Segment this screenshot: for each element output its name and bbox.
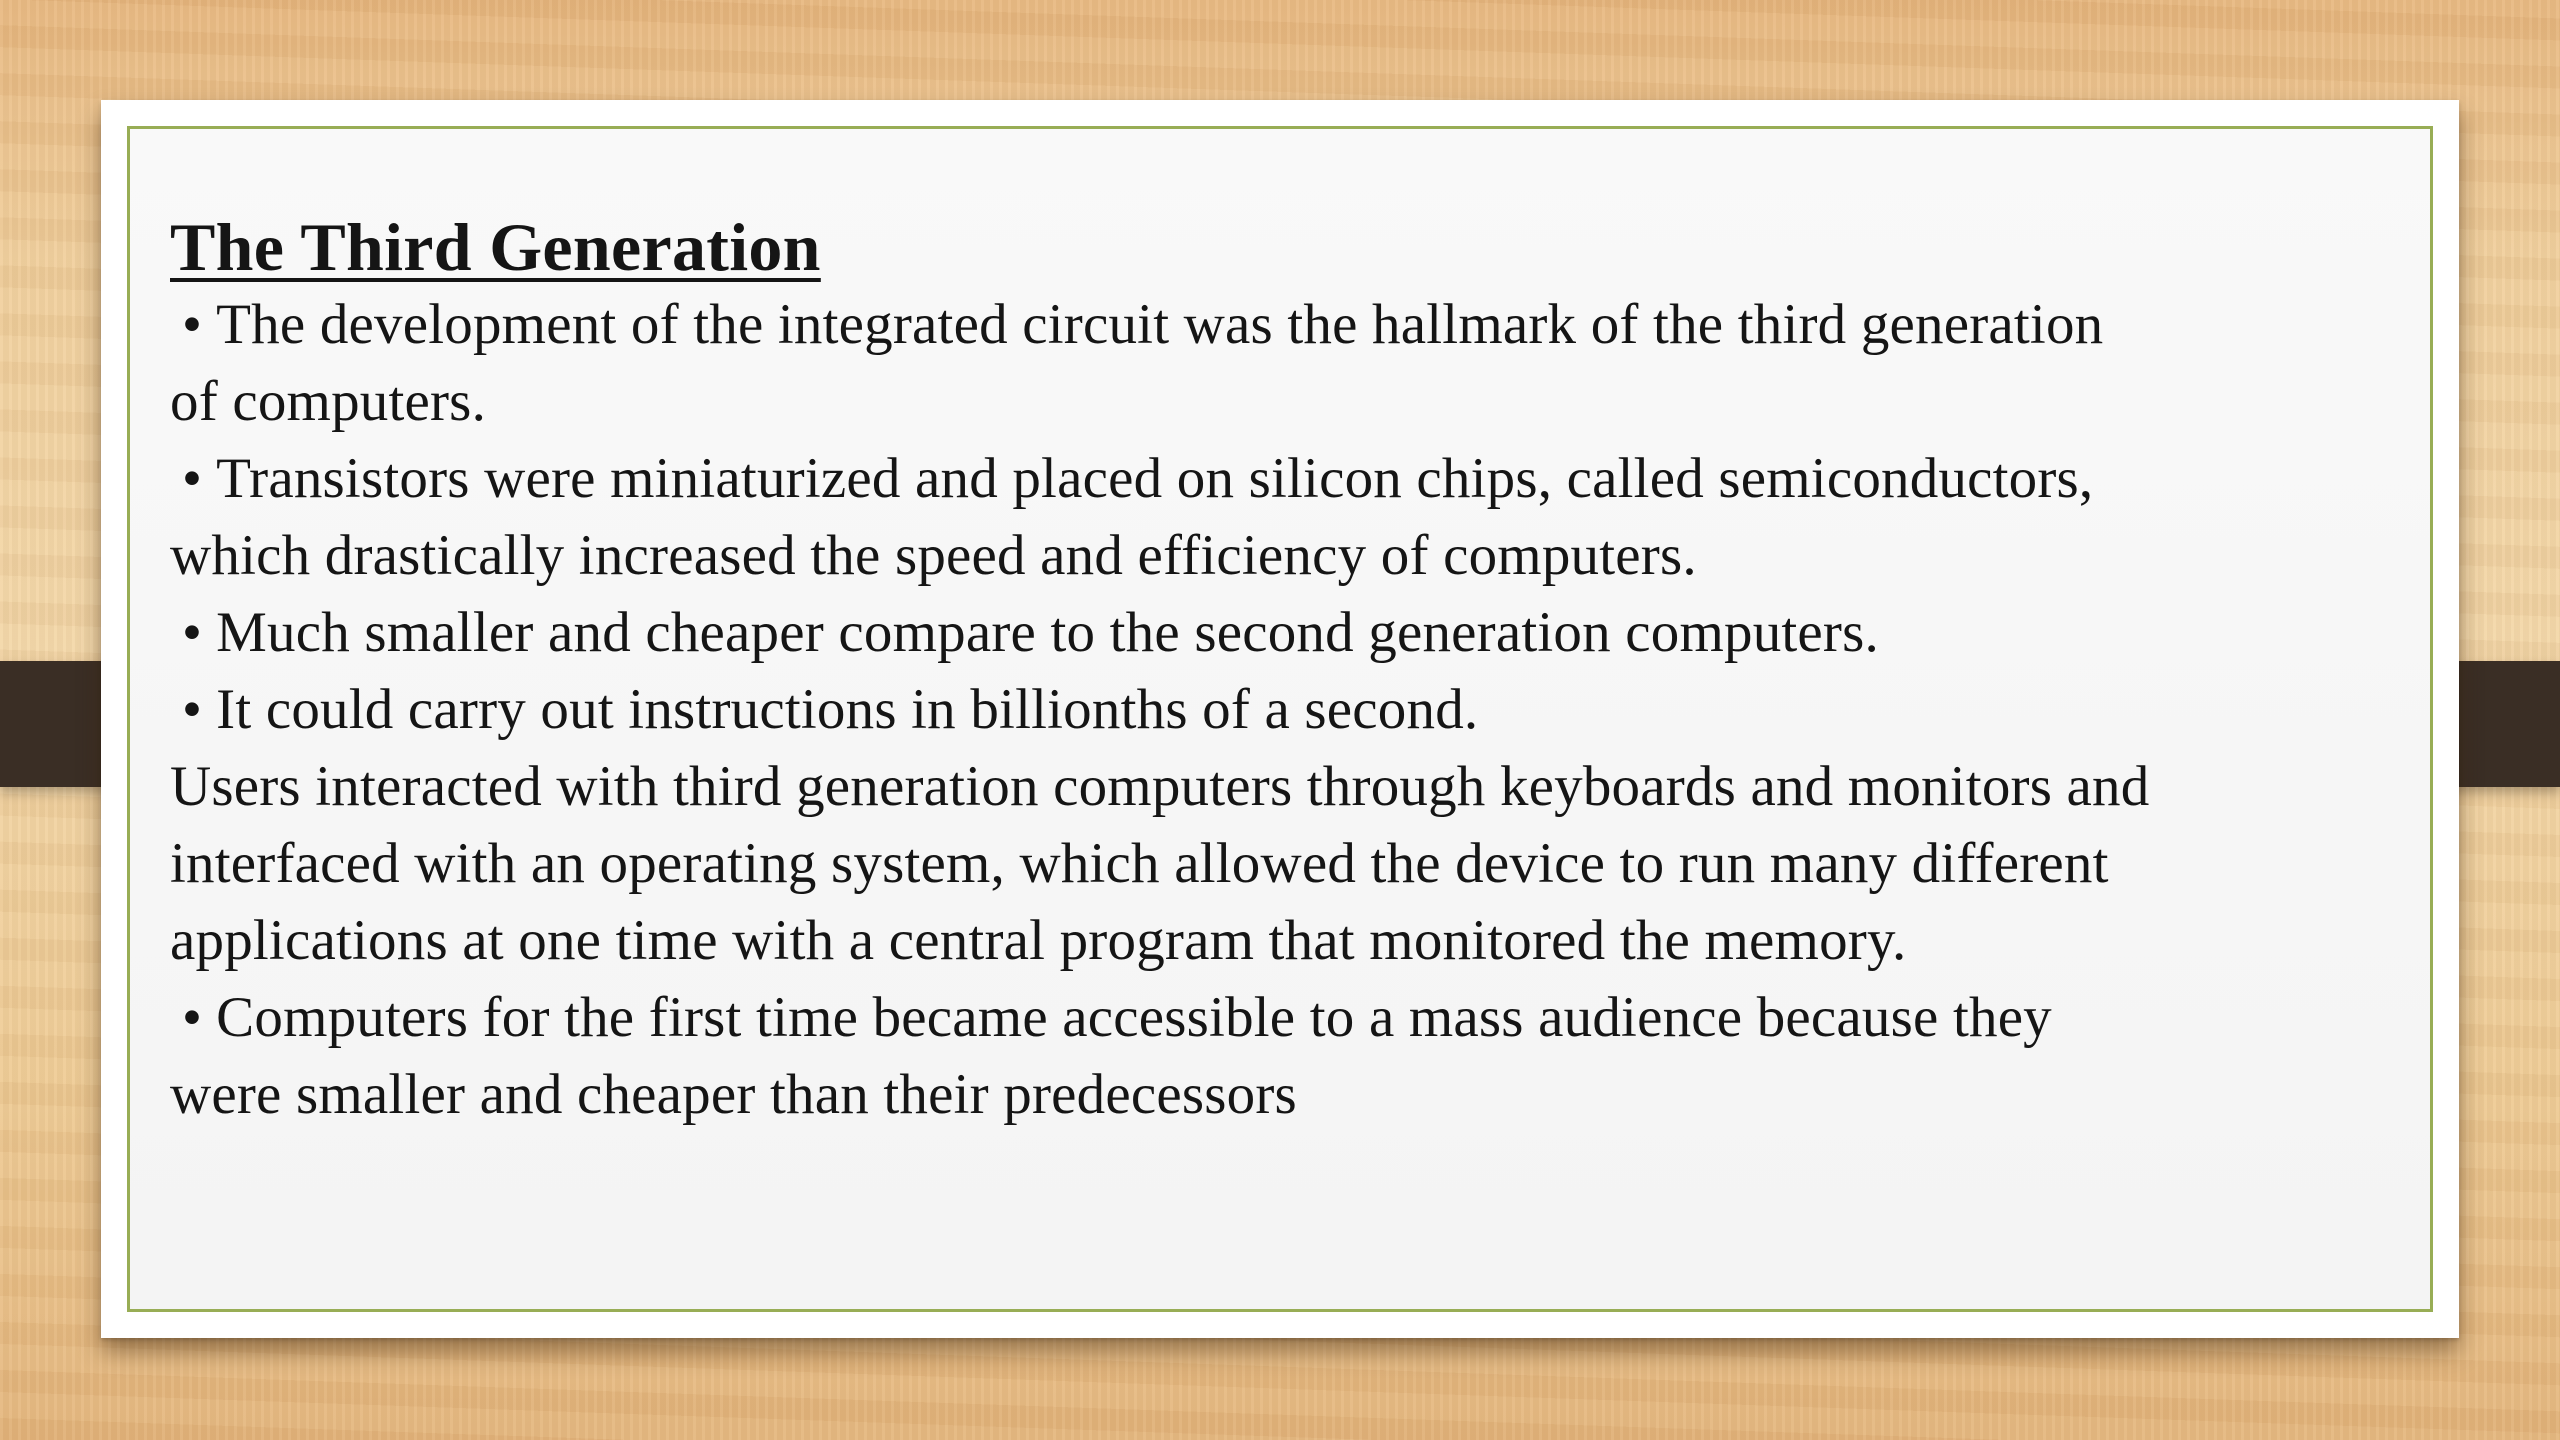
bullet-paragraph-2 (170, 440, 2410, 594)
bullet-icon: • (182, 678, 203, 742)
paragraph-line: interfaced with an operating system, which allowed the device to run many different (170, 832, 2109, 896)
bullet-paragraph-4 (170, 671, 2410, 748)
paragraph-line: The development of the integrated circuit was the hallmark of the third generation (216, 293, 2104, 357)
plain-paragraph (170, 748, 2410, 979)
bullet-icon: • (182, 601, 203, 665)
bullet-paragraph-5 (170, 979, 2410, 1133)
bullet-paragraph-3 (170, 594, 2410, 671)
paragraph-line: Computers for the first time became accessible to a mass audience because they (216, 986, 2052, 1050)
paragraph-line: Much smaller and cheaper compare to the second generation computers. (216, 601, 1879, 665)
slide-title: The Third Generation (170, 209, 821, 285)
paragraph-line: Transistors were miniaturized and placed on silicon chips, called semiconductors, (216, 447, 2094, 511)
bullet-icon: • (182, 447, 203, 511)
paragraph-line: It could carry out instructions in billionths of a second. (216, 678, 1479, 742)
paragraph-line: applications at one time with a central program that monitored the memory. (170, 909, 1907, 973)
paragraph-line: of computers. (170, 370, 487, 434)
bullet-icon: • (182, 293, 203, 357)
slide-body (170, 286, 2410, 1133)
bullet-icon: • (182, 986, 203, 1050)
paragraph-line: Users interacted with third generation computers through keyboards and monitors and (170, 755, 2150, 819)
paragraph-line: were smaller and cheaper than their predecessors (170, 1063, 1297, 1127)
slide-content (170, 180, 2410, 1133)
bullet-paragraph-1 (170, 286, 2410, 440)
paragraph-line: which drastically increased the speed and efficiency of computers. (170, 524, 1697, 588)
